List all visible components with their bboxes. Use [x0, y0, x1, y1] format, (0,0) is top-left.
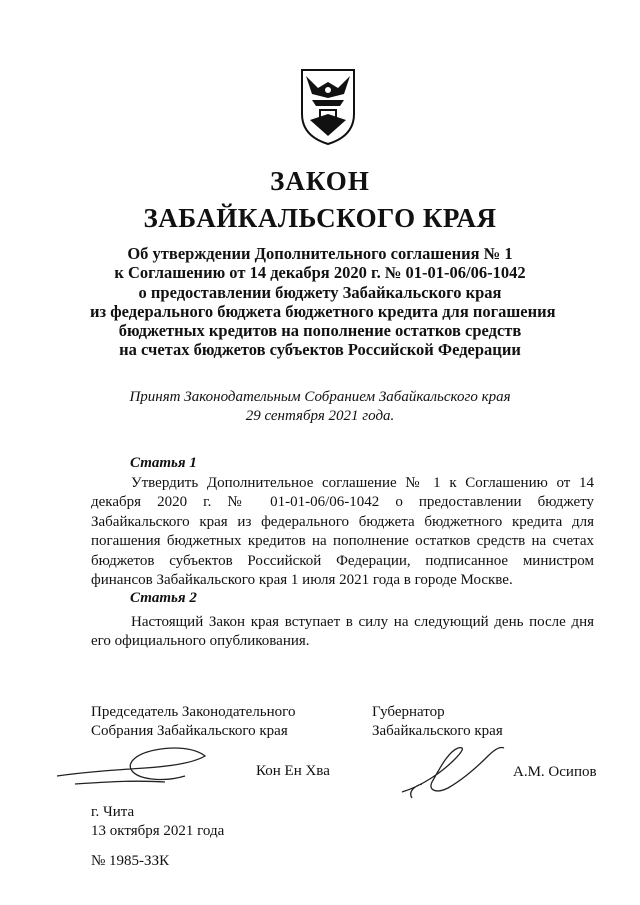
law-number: № 1985-ЗЗК: [91, 853, 170, 869]
adoption-note: [100, 388, 540, 426]
article-1-heading: Статья 1: [130, 455, 197, 471]
governor-name: А.М. Осипов: [513, 764, 597, 780]
signing-place: г. Чита: [91, 804, 135, 820]
subject-line: к Соглашению от 14 декабря 2020 г. № 01-01-06/06-1042: [114, 263, 526, 283]
article-2-text: Настоящий Закон края вступает в силу на следующий день после дня его официального опубликования.: [91, 614, 594, 650]
adoption-date: 29 сентября 2021 года.: [245, 408, 395, 424]
subject-line: Об утверждении Дополнительного соглашения № 1: [127, 244, 513, 263]
subject-line: из федерального бюджета бюджетного кредита для погашения: [90, 301, 556, 321]
chair-name: Кон Ен Хва: [256, 763, 330, 779]
chair-signature-icon: [55, 742, 210, 792]
signing-date: 13 октября 2021 года: [91, 823, 225, 839]
governor-title: [372, 703, 503, 741]
law-title: ЗАКОН: [270, 166, 370, 196]
adoption-line: Принят Законодательным Собранием Забайкальского края: [129, 389, 511, 405]
law-region-title: ЗАБАЙКАЛЬСКОГО КРАЯ: [143, 203, 497, 233]
chair-title-line: Председатель Законодательного: [91, 704, 296, 720]
subject-line: на счетах бюджетов субъектов Российской Федерации: [119, 340, 521, 360]
governor-title-line: Забайкальского края: [372, 723, 503, 739]
law-subject: [90, 244, 556, 360]
subject-line: бюджетных кредитов на пополнение остатков средств: [118, 321, 522, 341]
chair-title-line: Собрания Забайкальского края: [91, 723, 288, 739]
chair-title: [91, 703, 295, 741]
place-and-date: [91, 803, 224, 841]
governor-signature-icon: [392, 742, 510, 800]
article-1-text: Утвердить Дополнительное соглашение № 1 к Соглашению от 14 декабря 2020 г. № 01-01-06/06-1042 о предоставлении бюджету Забайкальского края из федерального бюджета бюджетного кредита для погашения бюджетных кредитов на пополнение остатков средств на счетах бюджетов субъектов Российской Федерации, подписанное министром финансов Забайкальского края 1 июля 2021 года в городе Москве.: [91, 475, 594, 589]
article-2-heading: Статья 2: [130, 590, 197, 606]
coat-of-arms-icon: [298, 66, 358, 146]
subject-line: о предоставлении бюджету Забайкальского края: [138, 282, 502, 302]
governor-title-line: Губернатор: [372, 704, 445, 720]
